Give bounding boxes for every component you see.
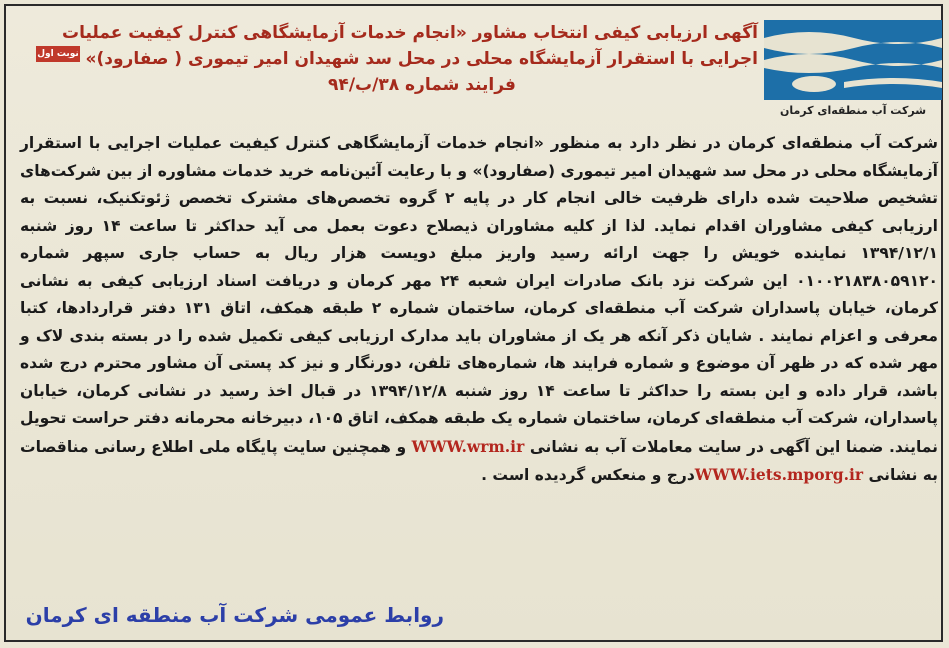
water-waves-icon (764, 20, 942, 100)
body-mid-text: و همچنین سایت پایگاه ملی اطلاع رسانی مناقصات به نشانی (20, 437, 938, 484)
wrm-website-link[interactable]: WWW.wrm.ir (411, 436, 525, 456)
first-notice-badge: نوبت اول (36, 46, 80, 62)
logo-caption: شرکت آب منطقه‌ای کرمان (779, 104, 927, 117)
title-line-3: فرایند شماره ۳۸/ب/۹۴ (328, 75, 516, 95)
public-relations-signature: روابط عمومی شرکت آب منطقه ای کرمان (25, 603, 444, 627)
body-end-text: درج و منعکس گردیده است . (481, 466, 695, 484)
iets-website-link[interactable]: WWW.iets.mporg.ir (694, 465, 864, 484)
body-main-text: شرکت آب منطقه‌ای کرمان در نظر دارد به منظور «انجام خدمات آزمایشگاهی کنترل کیفیت عملیات اجرایی با استقرار آزمایشگاه محلی در محل سد شهیدان امیر تیموری (صفارود)» و با رعایت آئین‌نامه خرید خدمات مشاوره از بین شرکت‌های تشخیص صلاحیت شده دارای ظرفیت خالی انجام کار در پایه ۲ گروه تخصص‌های مشترک تخصص ژئوتکنیک، نسبت به ارزیابی کیفی مشاوران اقدام نماید. لذا از کلیه مشاوران ذیصلاح دعوت بعمل می آید حداکثر تا ساعت ۱۴ روز شنبه ۱۳۹۴/۱۲/۱ نماینده خویش را جهت ارائه رسید واریز مبلغ دویست هزار ریال به حساب جاری سپهر شماره ۰۱۰۰۲۱۸۳۸۰۵۹۱۲۰ این شرکت نزد بانک صادرات ایران شعبه ۲۴ مهر کرمان و دریافت اسناد ارزیابی کیفی به نشانی کرمان، خیابان پاسداران شرکت آب منطقه‌ای کرمان، ساختمان شماره ۲ طبقه همکف، اتاق ۱۳۱ دفتر قراردادها، کتبا معرفی و اعزام نمایند . شایان ذکر آنکه هر یک از مشاوران باید مدارک ارزیابی کیفی تکمیل شده را در بسته بندی لاک و مهر شده که در ظهر آن موضوع و شماره فرایند ها، شماره‌های تلفن، دورنگار و نیز کد پستی آن مشاور محترم درج شده باشد، قرار داده و این بسته را حداکثر تا ساعت ۱۴ روز شنبه ۱۳۹۴/۱۲/۸ در قبال اخذ رسید در نشانی کرمان، خیابان پاسداران، شرکت آب منطقه‌ای کرمان، ساختمان شماره یک طبقه همکف، اتاق ۱۰۵، دبیرخانه محرمانه دفتر حراست تحویل نمایند. ضمنا این آگهی در سایت معاملات آب به نشانی (20, 134, 938, 456)
company-logo (764, 20, 942, 120)
title-line-2: اجرایی با استقرار آزمایشگاه محلی در محل سد شهیدان امیر تیموری ( صفارود)» (85, 49, 758, 69)
notice-body (20, 130, 938, 600)
advertisement-frame (4, 4, 943, 642)
title-line-1: آگهی ارزیابی کیفی انتخاب مشاور «انجام خدمات آزمایشگاهی کنترل کیفیت عملیات (61, 23, 758, 43)
notice-title (61, 20, 758, 130)
